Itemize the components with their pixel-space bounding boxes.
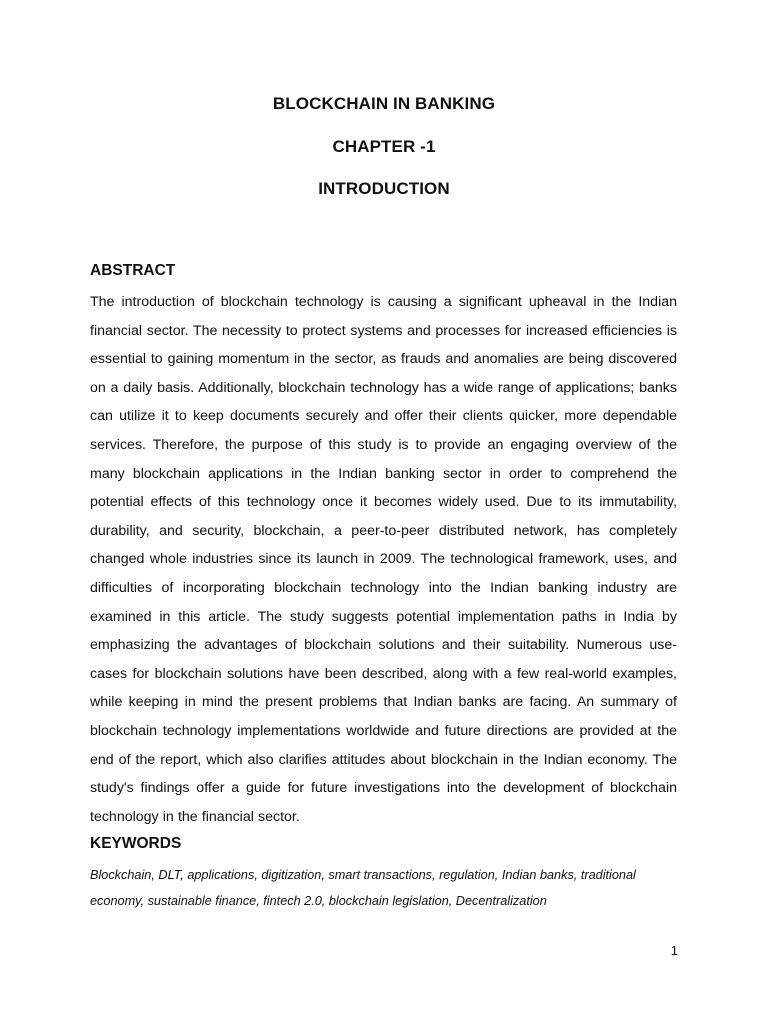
keywords-heading: KEYWORDS bbox=[90, 835, 182, 852]
abstract-heading: ABSTRACT bbox=[90, 262, 176, 279]
section-heading: INTRODUCTION bbox=[318, 179, 450, 198]
document-title: BLOCKCHAIN IN BANKING bbox=[272, 94, 496, 113]
keywords-list: Blockchain, DLT, applications, digitization, smart transactions, regulation, Indian banks, traditional economy, sustainable finance, fintech 2.0, blockchain legislation, Decentralization bbox=[90, 868, 636, 908]
page-number: 1 bbox=[670, 943, 678, 958]
chapter-heading: CHAPTER -1 bbox=[332, 137, 436, 156]
abstract-paragraph: The introduction of blockchain technology is causing a significant upheaval in the Indian financial sector. The necessity to protect systems and processes for increased efficiencies is essential to gaining momentum in the sector, as frauds and anomalies are being discovered on a daily basis. Additionally, blockchain technology has a wide range of applications; banks can utilize it to keep documents securely and offer their clients quicker, more dependable services. Therefore, the purpose of this study is to provide an engaging overview of the many blockchain applications in the Indian banking sector in order to comprehend the potential effects of this technology once it becomes widely used. Due to its immutability, durability, and security, blockchain, a peer-to-peer distributed network, has completely changed whole industries since its launch in 2009. The technological framework, uses, and difficulties of incorporating blockchain technology into the Indian banking industry are examined in this article. The study suggests potential implementation paths in India by emphasizing the advantages of blockchain solutions and their suitability. Numerous use-cases for blockchain solutions have been described, along with a few real-world examples, while keeping in mind the present problems that Indian banks are facing. An summary of blockchain technology implementations worldwide and future directions are provided at the end of the report, which also clarifies attitudes about blockchain in the Indian economy. The study's findings offer a guide for future investigations into the development of blockchain technology in the financial sector. bbox=[90, 294, 677, 825]
